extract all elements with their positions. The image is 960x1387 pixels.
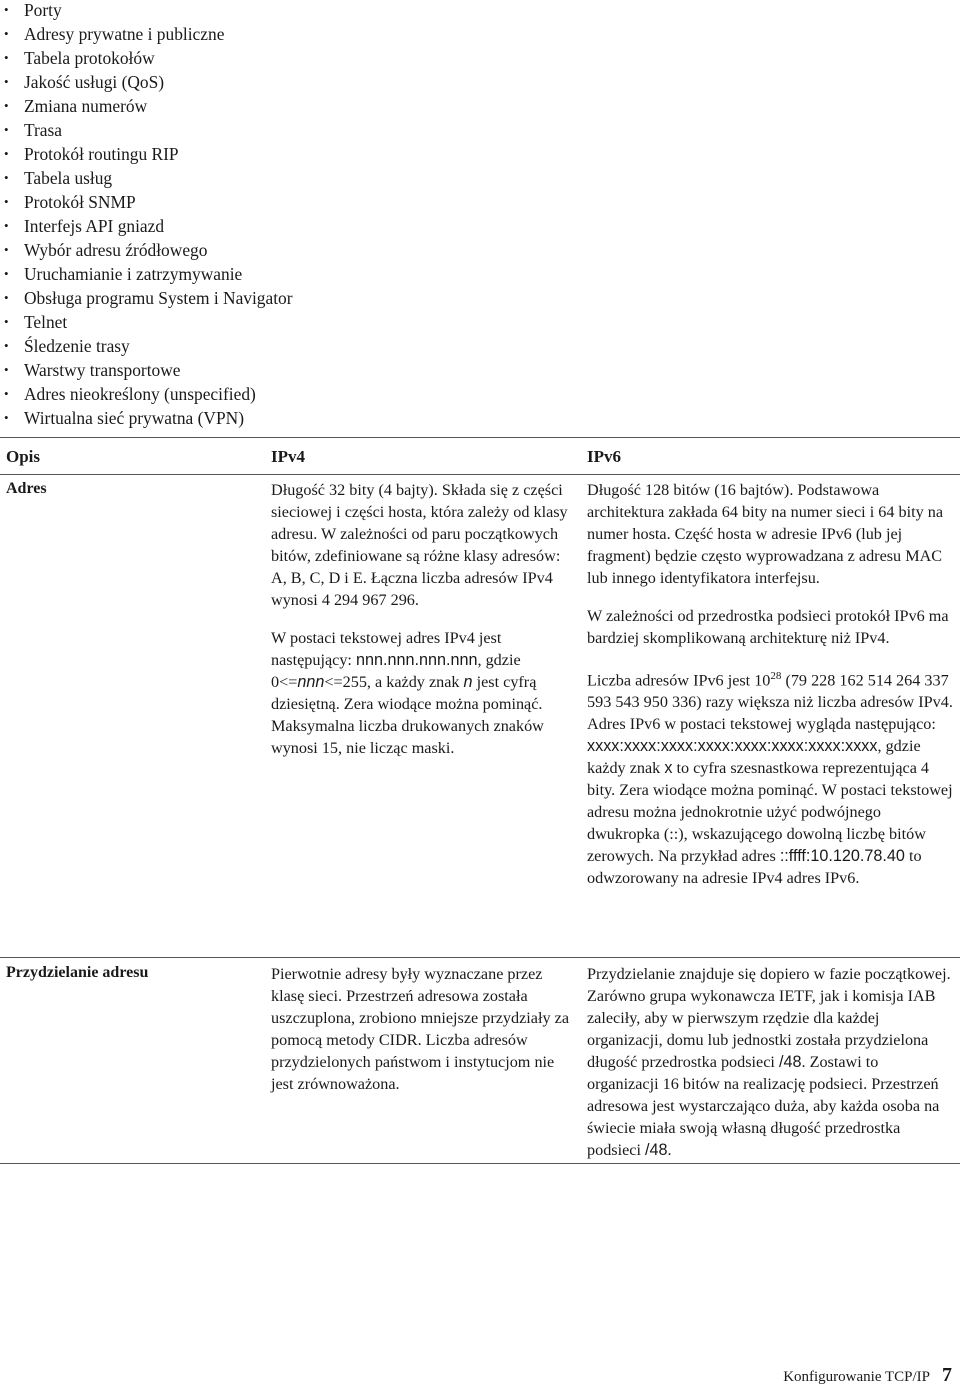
list-item: • Adresy prywatne i publiczne xyxy=(4,24,225,44)
table-header-rule xyxy=(0,474,960,475)
paragraph: Przydzielanie znajduje się dopiero w fazie początkowej. Zarówno grupa wykonawcza IETF, jak i komisja IAB zaleciły, aby w pierwszym rzędzie dla każdej organizacji, domu lub jednostki została przydzielona długość przedrostka podsieci /48. Zostawi to organizacji 16 bitów na realizację podsieci. Przestrzeń adresowa jest wystarczająco duża, aby każda osoba na świecie miała swoją własną długość przedrostka podsieci /48. xyxy=(587,965,951,1159)
table-top-rule xyxy=(0,437,960,438)
list-item: • Porty xyxy=(4,0,62,20)
list-item: • Tabela usług xyxy=(4,168,113,188)
paragraph: Długość 128 bitów (16 bajtów). Podstawowa architektura zakłada 64 bity na numer sieci i 64 bity na numer hosta. Część hosta w adresie IPv6 (lub jej fragment) będzie często wyprowadzana z adresu MAC lub innego identyfikatora interfejsu. xyxy=(587,481,943,587)
bullet-icon: • xyxy=(4,242,9,257)
bullet-icon: • xyxy=(4,2,9,17)
list-item: • Tabela protokołów xyxy=(4,48,155,68)
column-header-ipv6: IPv6 xyxy=(587,447,621,466)
bullet-icon: • xyxy=(4,410,9,425)
bullet-icon: • xyxy=(4,170,9,185)
paragraph: Długość 32 bity (4 bajty). Składa się z części sieciowej i części hosta, która zależy od klasy adresu. W zależności od paru początkowych bitów, zdefiniowane są różne klasy adresów: A, B, C, D i E. Łączna liczba adresów IPv4 wynosi 4 294 967 296. xyxy=(271,481,568,609)
list-item: • Jakość usługi (QoS) xyxy=(4,72,165,92)
bullet-icon: • xyxy=(4,290,9,305)
bullet-icon: • xyxy=(4,194,9,209)
column-header-opis: Opis xyxy=(6,447,41,466)
address-format-code: nnn.nnn.nnn.nnn xyxy=(355,651,478,669)
bullet-icon: • xyxy=(4,266,9,281)
row-label-przydzielanie: Przydzielanie adresu xyxy=(6,964,149,981)
bullet-icon: • xyxy=(4,146,9,161)
paragraph: W zależności od przedrostka podsieci protokół IPv6 ma bardziej skomplikowaną architekturę niż IPv4. xyxy=(587,607,949,647)
cell-adres-ipv4 xyxy=(271,479,577,759)
cell-adres-ipv6 xyxy=(587,479,953,889)
list-item: • Wirtualna sieć prywatna (VPN) xyxy=(4,408,244,428)
paragraph: Liczba adresów IPv6 jest $10^{28}$ (79 228 162 514 264 337 593 543 950 336) razy większa niż liczba adresów IPv4. Adres IPv6 w postaci tekstowej wygląda następująco: xxxx:xxxx:xxxx:xxxx:xxxx:xxxx:xxxx:xxxx, gdzie każdy znak x to cyfra szesnastkowa reprezentująca 4 bity. Zera wiodące można pominąć. W postaci tekstowej adresu można jednokrotnie użyć podwójnego dwukropka (::), wskazującego dowolną liczbę bitów zerowych. Na przykład adres ::ffff:10.120.78.40 to odwzorowany na adresie IPv4 adres IPv6. xyxy=(587,670,953,888)
topic-list xyxy=(0,0,293,430)
list-item: • Protokół SNMP xyxy=(4,192,136,212)
bullet-icon: • xyxy=(4,122,9,137)
list-item: • Uruchamianie i zatrzymywanie xyxy=(4,264,243,284)
footer-title: Konfigurowanie TCP/IP xyxy=(783,1369,930,1385)
list-item: • Warstwy transportowe xyxy=(4,360,181,380)
table-bottom-rule xyxy=(0,1163,960,1164)
bullet-icon: • xyxy=(4,218,9,233)
paragraph: Pierwotnie adresy były wyznaczane przez klasę sieci. Przestrzeń adresowa została uszczuplona, zrobiono mniejsze przydziały za pomocą metody CIDR. Liczba adresów przydzielonych państwom i instytucjom nie jest zrównoważona. xyxy=(271,965,569,1093)
list-item: • Interfejs API gniazd xyxy=(4,216,165,236)
list-item: • Protokół routingu RIP xyxy=(4,144,179,164)
list-item: • Wybór adresu źródłowego xyxy=(4,240,208,260)
bullet-icon: • xyxy=(4,386,9,401)
address-format-code: xxxx:xxxx:xxxx:xxxx:xxxx:xxxx:xxxx:xxxx xyxy=(587,737,878,756)
list-item: • Obsługa programu System i Navigator xyxy=(4,288,293,308)
cell-przydzielanie-ipv6 xyxy=(587,963,953,1161)
list-item: • Trasa xyxy=(4,120,63,140)
column-header-ipv4: IPv4 xyxy=(271,447,305,466)
bullet-icon: • xyxy=(4,50,9,65)
paragraph: W postaci tekstowej adres IPv4 jest następujący: nnn.nnn.nnn.nnn, gdzie 0<=nnn<=255, a każdy znak n jest cyfrą dziesiętną. Zera wiodące można pominąć. Maksymalna liczba drukowanych znaków wynosi 15, nie licząc maski. xyxy=(271,629,544,757)
row-label-adres: Adres xyxy=(6,480,47,497)
example-address-code: ::ffff:10.120.78.40 xyxy=(779,847,905,866)
bullet-icon: • xyxy=(4,338,9,353)
table-row-divider xyxy=(0,957,960,958)
bullet-icon: • xyxy=(4,74,9,89)
list-item: • Telnet xyxy=(4,312,68,332)
cell-przydzielanie-ipv4 xyxy=(271,963,577,1095)
page-number: 7 xyxy=(942,1364,952,1386)
bullet-icon: • xyxy=(4,362,9,377)
list-item: • Śledzenie trasy xyxy=(4,336,130,356)
list-item: • Adres nieokreślony (unspecified) xyxy=(4,384,256,404)
bullet-icon: • xyxy=(4,26,9,41)
list-item: • Zmiana numerów xyxy=(4,96,148,116)
bullet-icon: • xyxy=(4,314,9,329)
bullet-icon: • xyxy=(4,98,9,113)
page-footer xyxy=(783,1364,952,1387)
